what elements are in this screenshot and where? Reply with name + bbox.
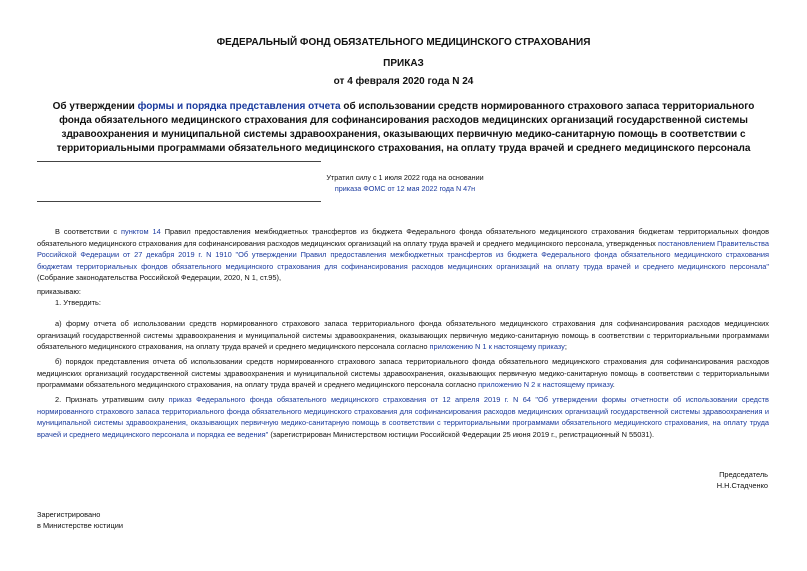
item-2: 2. Признать утратившим силу приказ Федерального фонда обязательного медицинского страхования от 12 апреля 2019 г. N 64 "Об утверждении формы отчетности об использовании средств нормированного страхового запаса территориального фонда обязательного медицинского страхования для софинансирования расходов медицинских организаций государственной системы здравоохранения и муниципальной системы здравоохранения, оказывающих первичную медико-санитарную помощь в соответствии с территориальными программами обязательного медицинского страхования, на оплату труда врачей и среднего медицинского персонала и порядка ее ведения" (зарегистрирован Министерством юстиции Российской Федерации 25 июня 2019 г., регистрационный N 55031). — [37, 395, 769, 439]
item-b: б) порядок представления отчета об использовании средств нормированного страхового запаса территориального фонда обязательного медицинского страхования для софинансирования расходов медицинских организаций государственной системы здравоохранения и муниципальной системы здравоохранения, оказывающих первичную медико-санитарную помощь в соответствии с территориальными программами обязательного медицинского страхования, на оплату труда врачей и среднего медицинского персонала согласно приложению N 2 к настоящему приказу. — [37, 357, 769, 389]
preamble-link-1[interactable]: пунктом 14 — [121, 227, 161, 236]
status-link[interactable]: приказа ФОМС от 12 мая 2022 года N 47н — [334, 184, 476, 193]
preamble: В соответствии с пунктом 14 Правил предоставления межбюджетных трансфертов из бюджета Федерального фонда обязательного медицинского страхования бюджетам территориальных фондов обязательного медицинского страхования для софинансирования расходов медицинских организаций на оплату труда врачей и среднего медицинского персонала, утвержденных постановлением Правительства Российской Федерации от 27 декабря 2019 г. N 1910 "Об утверждении Правил предоставления межбюджетных трансфертов из бюджета Федерального фонда обязательного медицинского страхования бюджетам территориальных фондов обязательного медицинского страхования для софинансирования расходов медицинских организаций на оплату труда врачей и среднего медицинского персонала" (Собрание законодательства Российской Федерации, 2020, N 1, ст.95), — [37, 227, 770, 282]
signer-role: Председатель — [719, 470, 768, 479]
doc-type: ПРИКАЗ — [383, 58, 424, 69]
item-2-link[interactable]: приказ Федерального фонда обязательного медицинского страхования от 12 апреля 2019 г. N 64 "Об утверждении формы отчетности об использовании средств нормированного страхового запаса территориального фонда обязательного медицинского страхования для софинансирования расходов медицинских организаций государственной системы здравоохранения и муниципальной системы здравоохранения, оказывающих первичную медико-санитарную помощь в соответствии с территориальными программами обязательного медицинского страхования, на оплату труда врачей и среднего медицинского персонала и порядка ее ведения" — [37, 395, 769, 439]
item-a: а) форму отчета об использовании средств нормированного страхового запаса территориального фонда обязательного медицинского страхования для софинансирования расходов медицинских организаций государственной системы здравоохранения и муниципальной системы здравоохранения, оказывающих первичную медико-санитарную помощь в соответствии с территориальными программами обязательного медицинского страхования, на оплату труда врачей и среднего медицинского персонала согласно приложению N 1 к настоящему приказу; — [37, 319, 769, 351]
divider-top — [37, 161, 321, 162]
doc-date: от 4 февраля 2020 года N 24 — [333, 76, 474, 87]
order-word: приказываю: — [37, 287, 81, 296]
registration-note: Зарегистрировано в Министерстве юстиции — [37, 510, 124, 530]
org-title: ФЕДЕРАЛЬНЫЙ ФОНД ОБЯЗАТЕЛЬНОГО МЕДИЦИНСКОГО СТРАХОВАНИЯ — [216, 37, 591, 48]
status-note: Утратил силу с 1 июля 2022 года на основании приказа ФОМС от 12 мая 2022 года N 47н — [320, 172, 490, 194]
item-a-link[interactable]: приложению N 1 к настоящему приказу — [429, 342, 565, 351]
preamble-link-2[interactable]: постановлением Правительства Российской Федерации от 27 декабря 2019 г. N 1910 "Об утверждении Правил предоставления межбюджетных трансфертов из бюджета Федерального фонда обязательного медицинского страхования бюджетам территориальных фондов обязательного медицинского страхования для софинансирования расходов медицинских организаций на оплату труда врачей и среднего медицинского персонала" — [37, 238, 769, 271]
item-1: 1. Утвердить: — [55, 298, 101, 307]
item-b-link[interactable]: приложению N 2 к настоящему приказу — [478, 380, 613, 389]
signer-name: Н.Н.Стадченко — [716, 481, 768, 490]
document-title: Об утверждении формы и порядка представления отчета об использовании средств нормированного страхового запаса территориального фонда обязательного медицинского страхования для софинансирования расходов медицинских организаций государственной системы здравоохранения и муниципальной системы здравоохранения, оказывающих первичную медико-санитарную помощь в соответствии с территориальными программами обязательного медицинского страхования, на оплату труда врачей и среднего медицинского персонала — [52, 101, 755, 154]
title-link[interactable]: формы и порядка представления отчета — [137, 101, 341, 112]
divider-bottom — [37, 201, 321, 202]
signature — [717, 469, 768, 491]
